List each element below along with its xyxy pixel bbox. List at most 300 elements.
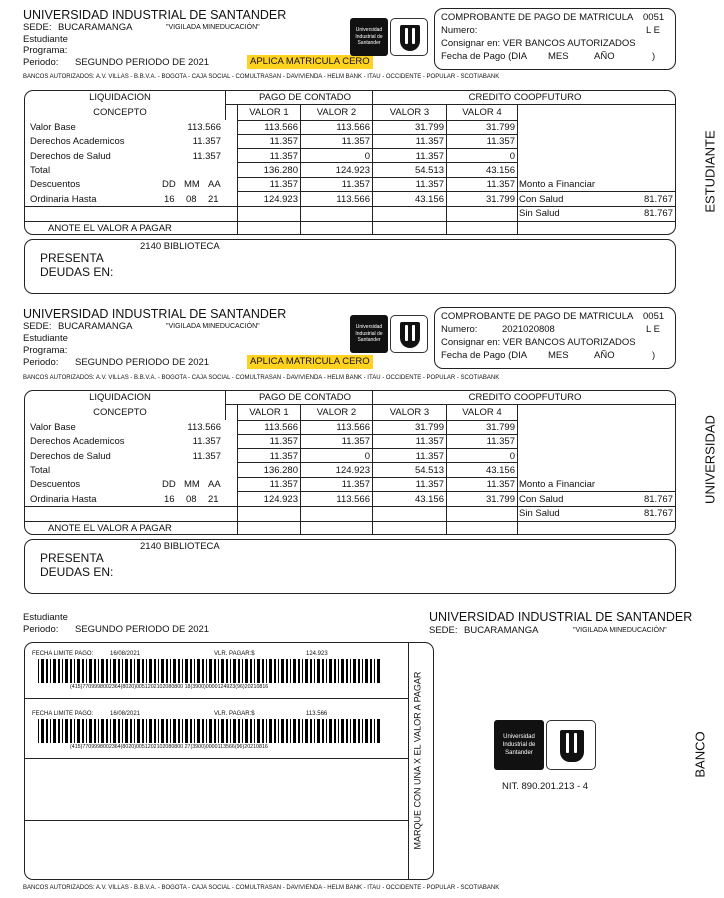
barcode-bar — [221, 719, 224, 743]
row-valor2: 113.566 — [336, 422, 370, 433]
deudas-box — [24, 539, 676, 594]
barcode-bar — [346, 659, 348, 683]
row-valor2: 113.566 — [336, 193, 370, 205]
barcode-bar — [206, 659, 207, 683]
anote-label: ANOTE EL VALOR A PAGAR — [48, 523, 172, 534]
row-valor4: 11.357 — [486, 436, 515, 448]
barcode-bar — [173, 659, 176, 683]
row-valor4: 0 — [509, 450, 515, 462]
barcode-bar — [322, 719, 324, 743]
barcode-bar — [98, 659, 99, 683]
barcode-bar — [98, 719, 99, 743]
table-line — [25, 521, 237, 522]
barcode-bar — [266, 719, 267, 743]
anio-label: AÑO — [594, 350, 615, 361]
barcode-bar — [329, 719, 332, 743]
table-line — [237, 420, 517, 421]
row-valor2: 11.357 — [341, 136, 370, 148]
uis-logo-icon — [546, 720, 596, 770]
barcode-bar — [154, 719, 156, 743]
row-valor1: 113.566 — [264, 122, 298, 133]
row-valor4: 0 — [509, 150, 515, 162]
fecha-limite-label: FECHA LIMITE PAGO: — [32, 711, 94, 717]
barcode-bar — [230, 659, 231, 683]
barcode-bar — [377, 659, 380, 683]
barcode-bar — [41, 659, 44, 683]
barcode-bar — [257, 659, 260, 683]
bancos-text: BANCOS AUTORIZADOS: A.V. VILLAS - B.B.V.A. - BOGOTA - CAJA SOCIAL - COMULTRASAN - DAVIVIENDA - HELM BANK - ITAU - OCCIDENTE - POPULAR - SCOTIABANK — [23, 885, 500, 891]
barcode-bar — [106, 719, 108, 743]
barcode-bar — [122, 659, 123, 683]
barcode-bar — [185, 659, 188, 683]
estudiante-label: Estudiante — [23, 612, 68, 623]
barcode-bar — [82, 659, 84, 683]
con-salud-label: Con Salud — [519, 194, 564, 205]
periodo-value: SEGUNDO PERIODO DE 2021 — [75, 357, 210, 368]
comprobante-code: 0051 — [643, 311, 665, 322]
barcode-bar — [154, 659, 156, 683]
barcode-bar — [326, 659, 327, 683]
barcode-bar — [53, 719, 56, 743]
table-line — [237, 462, 517, 463]
side-label-estudiante: ESTUDIANTE — [702, 130, 718, 213]
aa-value: 21 — [208, 194, 219, 205]
row-valor1: 11.357 — [269, 150, 298, 162]
barcode-bar — [53, 659, 56, 683]
side-label-universidad: UNIVERSIDAD — [702, 415, 718, 504]
barcode-bar — [302, 719, 303, 743]
uis-logo-text — [494, 720, 544, 770]
barcode-bar — [370, 659, 372, 683]
estudiante-label: Estudiante — [23, 34, 68, 45]
barcode-bar — [113, 659, 116, 683]
table-line — [517, 104, 518, 234]
periodo-label: Periodo: — [23, 624, 59, 635]
table-line — [517, 221, 676, 222]
table-line — [517, 506, 676, 507]
row-valor1: 11.357 — [269, 479, 298, 491]
barcode-bar — [310, 719, 312, 743]
barcode-bar — [89, 659, 92, 683]
barcode-bar — [365, 719, 368, 743]
table-line — [237, 521, 517, 522]
row-valor3: 43.156 — [414, 493, 444, 505]
table-line — [237, 177, 517, 178]
barcode-bar — [82, 719, 84, 743]
barcode-bar — [149, 659, 152, 683]
barcode-bar — [65, 659, 68, 683]
barcode-bar — [293, 659, 296, 683]
vigilada-text: "VIGILADA MINEDUCACIÓN" — [573, 627, 667, 634]
row-valor2: 11.357 — [341, 479, 370, 491]
pago-contado-header: PAGO DE CONTADO — [258, 392, 352, 403]
row-valor2: 11.357 — [341, 179, 370, 191]
row-label: Ordinaria Hasta — [30, 493, 97, 505]
sede-value: BUCARAMANGA — [58, 321, 133, 332]
le-text: L E — [646, 25, 660, 36]
barcode-bar — [245, 719, 248, 743]
sede-value: BUCARAMANGA — [464, 625, 539, 636]
table-line — [237, 221, 517, 222]
barcode-bar — [274, 719, 276, 743]
barcode-bar — [146, 719, 147, 743]
barcode-bar — [362, 659, 363, 683]
barcode-bar — [134, 719, 135, 743]
row-label: Derechos Academicos — [30, 436, 125, 448]
barcode-bar — [230, 719, 231, 743]
vlr-pagar-label: VLR. PAGAR:$ — [214, 711, 255, 717]
barcode-bar — [101, 719, 104, 743]
barcode-bar — [214, 659, 216, 683]
barcode-bar — [358, 659, 360, 683]
barcode-bar — [281, 719, 284, 743]
periodo-label: Periodo: — [23, 357, 59, 368]
marque-text: MARQUE CON UNA X EL VALOR A PAGAR — [412, 671, 423, 850]
aa-value: 21 — [208, 494, 219, 505]
barcode-bar — [254, 659, 255, 683]
table-line — [225, 391, 226, 420]
row-valor4: 43.156 — [485, 464, 515, 476]
numero-label: Numero: — [441, 25, 478, 36]
barcode-bar — [374, 719, 375, 743]
row-valor2: 124.923 — [335, 164, 370, 176]
table-line — [517, 404, 518, 534]
barcode-bar — [326, 719, 327, 743]
table-line — [237, 191, 517, 192]
deudas-line2: DEUDAS EN: — [40, 565, 114, 579]
row-valor3: 31.799 — [414, 422, 444, 433]
table-line — [517, 191, 676, 192]
barcode-bar — [362, 719, 363, 743]
barcode-bar — [317, 719, 320, 743]
side-label-banco: BANCO — [692, 731, 708, 778]
con-salud-value: 81.767 — [643, 494, 673, 505]
vigilada-text: "VIGILADA MINEDUCACIÓN" — [166, 24, 260, 31]
barcode-bar — [197, 659, 200, 683]
row-valor2: 124.923 — [335, 464, 370, 476]
row-valor3: 11.357 — [415, 150, 444, 162]
row-valor3: 54.513 — [414, 164, 444, 176]
row-valor4: 11.357 — [486, 479, 515, 491]
vigilada-text: "VIGILADA MINEDUCACIÓN" — [166, 323, 260, 330]
barcode-divider — [25, 758, 408, 759]
credito-header: CREDITO COOPFUTURO — [468, 392, 582, 403]
mm-label: MM — [184, 479, 200, 490]
barcode-bar — [293, 719, 296, 743]
barcode-bar — [38, 719, 39, 743]
row-valor2: 113.566 — [336, 122, 370, 133]
barcode-bar — [142, 719, 144, 743]
valor4-header: VALOR 4 — [462, 107, 502, 118]
con-salud-value: 81.767 — [643, 194, 673, 205]
barcode-bar — [305, 719, 308, 743]
valor3-header: VALOR 3 — [389, 407, 430, 418]
barcode-bar — [197, 719, 200, 743]
row-valor4: 11.357 — [486, 179, 515, 191]
barcode-bar — [257, 719, 260, 743]
sede-label: SEDE: — [23, 22, 52, 33]
fecha-limite-value: 16/08/2021 — [110, 651, 141, 657]
barcode-bar — [278, 659, 279, 683]
row-valor3: 11.357 — [415, 179, 444, 191]
row-valor2: 113.566 — [336, 493, 370, 505]
barcode-bar — [298, 719, 300, 743]
sede-label: SEDE: — [23, 321, 52, 332]
table-line — [225, 404, 676, 405]
barcode-bar — [89, 719, 92, 743]
barcode-bar — [130, 719, 132, 743]
table-line — [225, 91, 226, 120]
logo-text: Universidad Industrial de Santander — [502, 733, 536, 757]
comprobante-title: COMPROBANTE DE PAGO DE MATRICULA — [441, 12, 634, 23]
sin-salud-value: 81.767 — [643, 508, 673, 519]
concepto-header: CONCEPTO — [93, 107, 147, 118]
institution-name: UNIVERSIDAD INDUSTRIAL DE SANTANDER — [23, 307, 287, 321]
barcode-bar — [350, 719, 351, 743]
table-line — [237, 477, 517, 478]
row-valor1: 11.357 — [269, 136, 298, 148]
barcode-bar — [286, 659, 288, 683]
barcode-bar — [242, 719, 243, 743]
comprobante-code: 0051 — [643, 12, 665, 23]
row-valor1: 136.280 — [263, 464, 298, 476]
barcode-bar — [170, 719, 171, 743]
barcode-bar — [314, 659, 315, 683]
barcode-bar — [209, 659, 212, 683]
fecha-limite-label: FECHA LIMITE PAGO: — [32, 651, 94, 657]
uis-logo-icon — [390, 18, 428, 56]
row-valor4: 31.799 — [485, 193, 515, 205]
barcode-bar — [125, 719, 128, 743]
mm-label: MM — [184, 179, 200, 190]
fecha-close: ) — [652, 51, 656, 62]
barcode-bar — [286, 719, 288, 743]
row-label: Ordinaria Hasta — [30, 193, 97, 205]
dd-label: DD — [162, 479, 176, 490]
barcode-bar — [94, 659, 96, 683]
row-valor1: 11.357 — [269, 179, 298, 191]
barcode-bar — [365, 659, 368, 683]
mes-label: MES — [548, 51, 569, 62]
barcode-divider — [25, 698, 408, 699]
dd-label: DD — [162, 179, 176, 190]
barcode-bar — [194, 719, 195, 743]
barcode-bar — [290, 659, 291, 683]
vlr-pagar-value: 124.923 — [306, 651, 328, 657]
sin-salud-label: Sin Salud — [519, 208, 560, 219]
nit-text: NIT. 890.201.213 - 4 — [502, 781, 589, 792]
barcode-bar — [50, 659, 51, 683]
deudas-line1: PRESENTA — [40, 551, 104, 565]
barcode-bar — [166, 659, 168, 683]
row-label: Valor Base — [30, 422, 76, 433]
aplica-badge: APLICA MATRICULA CERO — [247, 355, 373, 369]
table-line — [237, 491, 517, 492]
barcode-bar — [341, 719, 344, 743]
barcode-bar — [281, 659, 284, 683]
row-valor3: 11.357 — [415, 436, 444, 448]
barcode-bar — [242, 659, 243, 683]
row-valor4: 43.156 — [485, 164, 515, 176]
barcode-bar — [118, 659, 120, 683]
barcode-bar — [262, 719, 264, 743]
barcode-bar — [137, 719, 140, 743]
barcode-bar — [338, 719, 339, 743]
fecha-pago-label: Fecha de Pago (DIA — [441, 51, 528, 62]
row-label: Derechos de Salud — [30, 150, 111, 162]
vlr-pagar-value: 113.566 — [306, 711, 328, 717]
monto-financiar: Monto a Financiar — [519, 179, 596, 190]
barcode-bar — [314, 719, 315, 743]
row-label: Total — [30, 464, 51, 476]
anio-label: AÑO — [594, 51, 615, 62]
row-base: 11.357 — [192, 150, 221, 162]
row-base: 11.357 — [192, 436, 221, 448]
row-base: 11.357 — [192, 136, 221, 148]
table-line — [237, 448, 517, 449]
dd-value: 16 — [164, 494, 175, 505]
barcode-bar — [77, 659, 80, 683]
row-valor3: 31.799 — [414, 122, 444, 133]
barcode-bar — [38, 659, 39, 683]
aa-label: AA — [208, 179, 221, 190]
table-line — [237, 148, 517, 149]
valor2-header: VALOR 2 — [316, 107, 357, 118]
barcode-bar — [346, 719, 348, 743]
row-valor3: 11.357 — [415, 479, 444, 491]
row-base: 113.566 — [187, 122, 221, 133]
barcode-bar — [290, 719, 291, 743]
barcode-bar — [353, 659, 356, 683]
row-valor2: 11.357 — [341, 436, 370, 448]
institution-name: UNIVERSIDAD INDUSTRIAL DE SANTANDER — [429, 610, 693, 624]
barcode-bar — [74, 659, 75, 683]
table-line — [517, 521, 676, 522]
barcode-bar — [134, 659, 135, 683]
row-valor4: 31.799 — [485, 493, 515, 505]
barcode-bar — [182, 719, 183, 743]
barcode-bar — [65, 719, 68, 743]
barcode-bar — [62, 719, 63, 743]
barcode-bar — [86, 659, 87, 683]
row-valor1: 11.357 — [269, 450, 298, 462]
row-valor1: 113.566 — [264, 422, 298, 433]
comprobante-title: COMPROBANTE DE PAGO DE MATRICULA — [441, 311, 634, 322]
barcode-bar — [94, 719, 96, 743]
barcode-bar — [70, 659, 72, 683]
table-line — [225, 104, 676, 105]
barcode-bar — [377, 719, 380, 743]
row-valor1: 136.280 — [263, 164, 298, 176]
barcode-bar — [274, 659, 276, 683]
barcode-bar — [238, 719, 240, 743]
barcode-bar — [58, 659, 60, 683]
row-label: Total — [30, 164, 51, 176]
barcode-bar — [218, 659, 219, 683]
row-valor3: 43.156 — [414, 193, 444, 205]
valor4-header: VALOR 4 — [462, 407, 502, 418]
barcode-bar — [269, 659, 272, 683]
aplica-badge: APLICA MATRICULA CERO — [247, 55, 373, 69]
barcode-bar — [218, 719, 219, 743]
barcode-bar — [190, 659, 192, 683]
barcode-bar — [178, 659, 180, 683]
row-label: Descuentos — [30, 179, 81, 191]
fecha-limite-value: 16/08/2021 — [110, 711, 141, 717]
barcode-2 — [38, 719, 382, 743]
liquidacion-header: LIQUIDACION — [89, 92, 151, 103]
sin-salud-label: Sin Salud — [519, 508, 560, 519]
deudas-code: 2140 BIBLIOTECA — [140, 541, 220, 552]
barcode-bar — [70, 719, 72, 743]
barcode-divider — [25, 820, 408, 821]
barcode-bar — [238, 659, 240, 683]
barcode-bar — [338, 659, 339, 683]
consignar-text: Consignar en: VER BANCOS AUTORIZADOS — [441, 337, 636, 348]
barcode-bar — [278, 719, 279, 743]
barcode-bar — [77, 719, 80, 743]
barcode-bar — [209, 719, 212, 743]
barcode-bar — [118, 719, 120, 743]
barcode-bar — [214, 719, 216, 743]
fecha-close: ) — [652, 350, 656, 361]
valor1-header: VALOR 1 — [249, 407, 289, 418]
barcode-bar — [302, 659, 303, 683]
numero-label: Numero: — [441, 324, 478, 335]
barcode-bar — [110, 719, 111, 743]
table-line — [517, 206, 676, 207]
barcode-bar — [341, 659, 344, 683]
barcode-bar — [122, 719, 123, 743]
barcode-bar — [190, 719, 192, 743]
valor1-header: VALOR 1 — [249, 107, 289, 118]
barcode-bar — [370, 719, 372, 743]
liquidacion-header: LIQUIDACION — [89, 392, 151, 403]
barcode-bar — [166, 719, 168, 743]
fecha-pago-label: Fecha de Pago (DIA — [441, 350, 528, 361]
programa-label: Programa: — [23, 45, 68, 56]
mes-label: MES — [548, 350, 569, 361]
barcode-bar — [254, 719, 255, 743]
uis-logo-icon — [390, 315, 428, 353]
barcode-bar — [110, 659, 111, 683]
table-line — [517, 491, 676, 492]
row-valor4: 11.357 — [486, 136, 515, 148]
barcode-bar — [269, 719, 272, 743]
barcode-bar — [161, 719, 164, 743]
row-valor1: 124.923 — [263, 493, 298, 505]
periodo-label: Periodo: — [23, 57, 59, 68]
barcode-bar — [233, 659, 236, 683]
barcode-1 — [38, 659, 382, 683]
row-label: Descuentos — [30, 479, 81, 491]
vlr-pagar-label: VLR. PAGAR:$ — [214, 651, 255, 657]
barcode-bar — [113, 719, 116, 743]
barcode-bar — [41, 719, 44, 743]
barcode-bar — [262, 659, 264, 683]
barcode-bar — [221, 659, 224, 683]
logo-text: Universidad Industrial de Santander — [355, 26, 383, 47]
barcode-bar — [358, 719, 360, 743]
row-valor3: 11.357 — [415, 450, 444, 462]
barcode-bar — [149, 719, 152, 743]
anote-label: ANOTE EL VALOR A PAGAR — [48, 223, 172, 234]
barcode-bar — [250, 659, 252, 683]
barcode-bar — [202, 659, 204, 683]
barcode-bar — [317, 659, 320, 683]
barcode-2-digits: (415)7709998002364(8020)0051202102080800 27(3900)0000113566(96)20210816 — [70, 744, 268, 750]
barcode-bar — [62, 659, 63, 683]
